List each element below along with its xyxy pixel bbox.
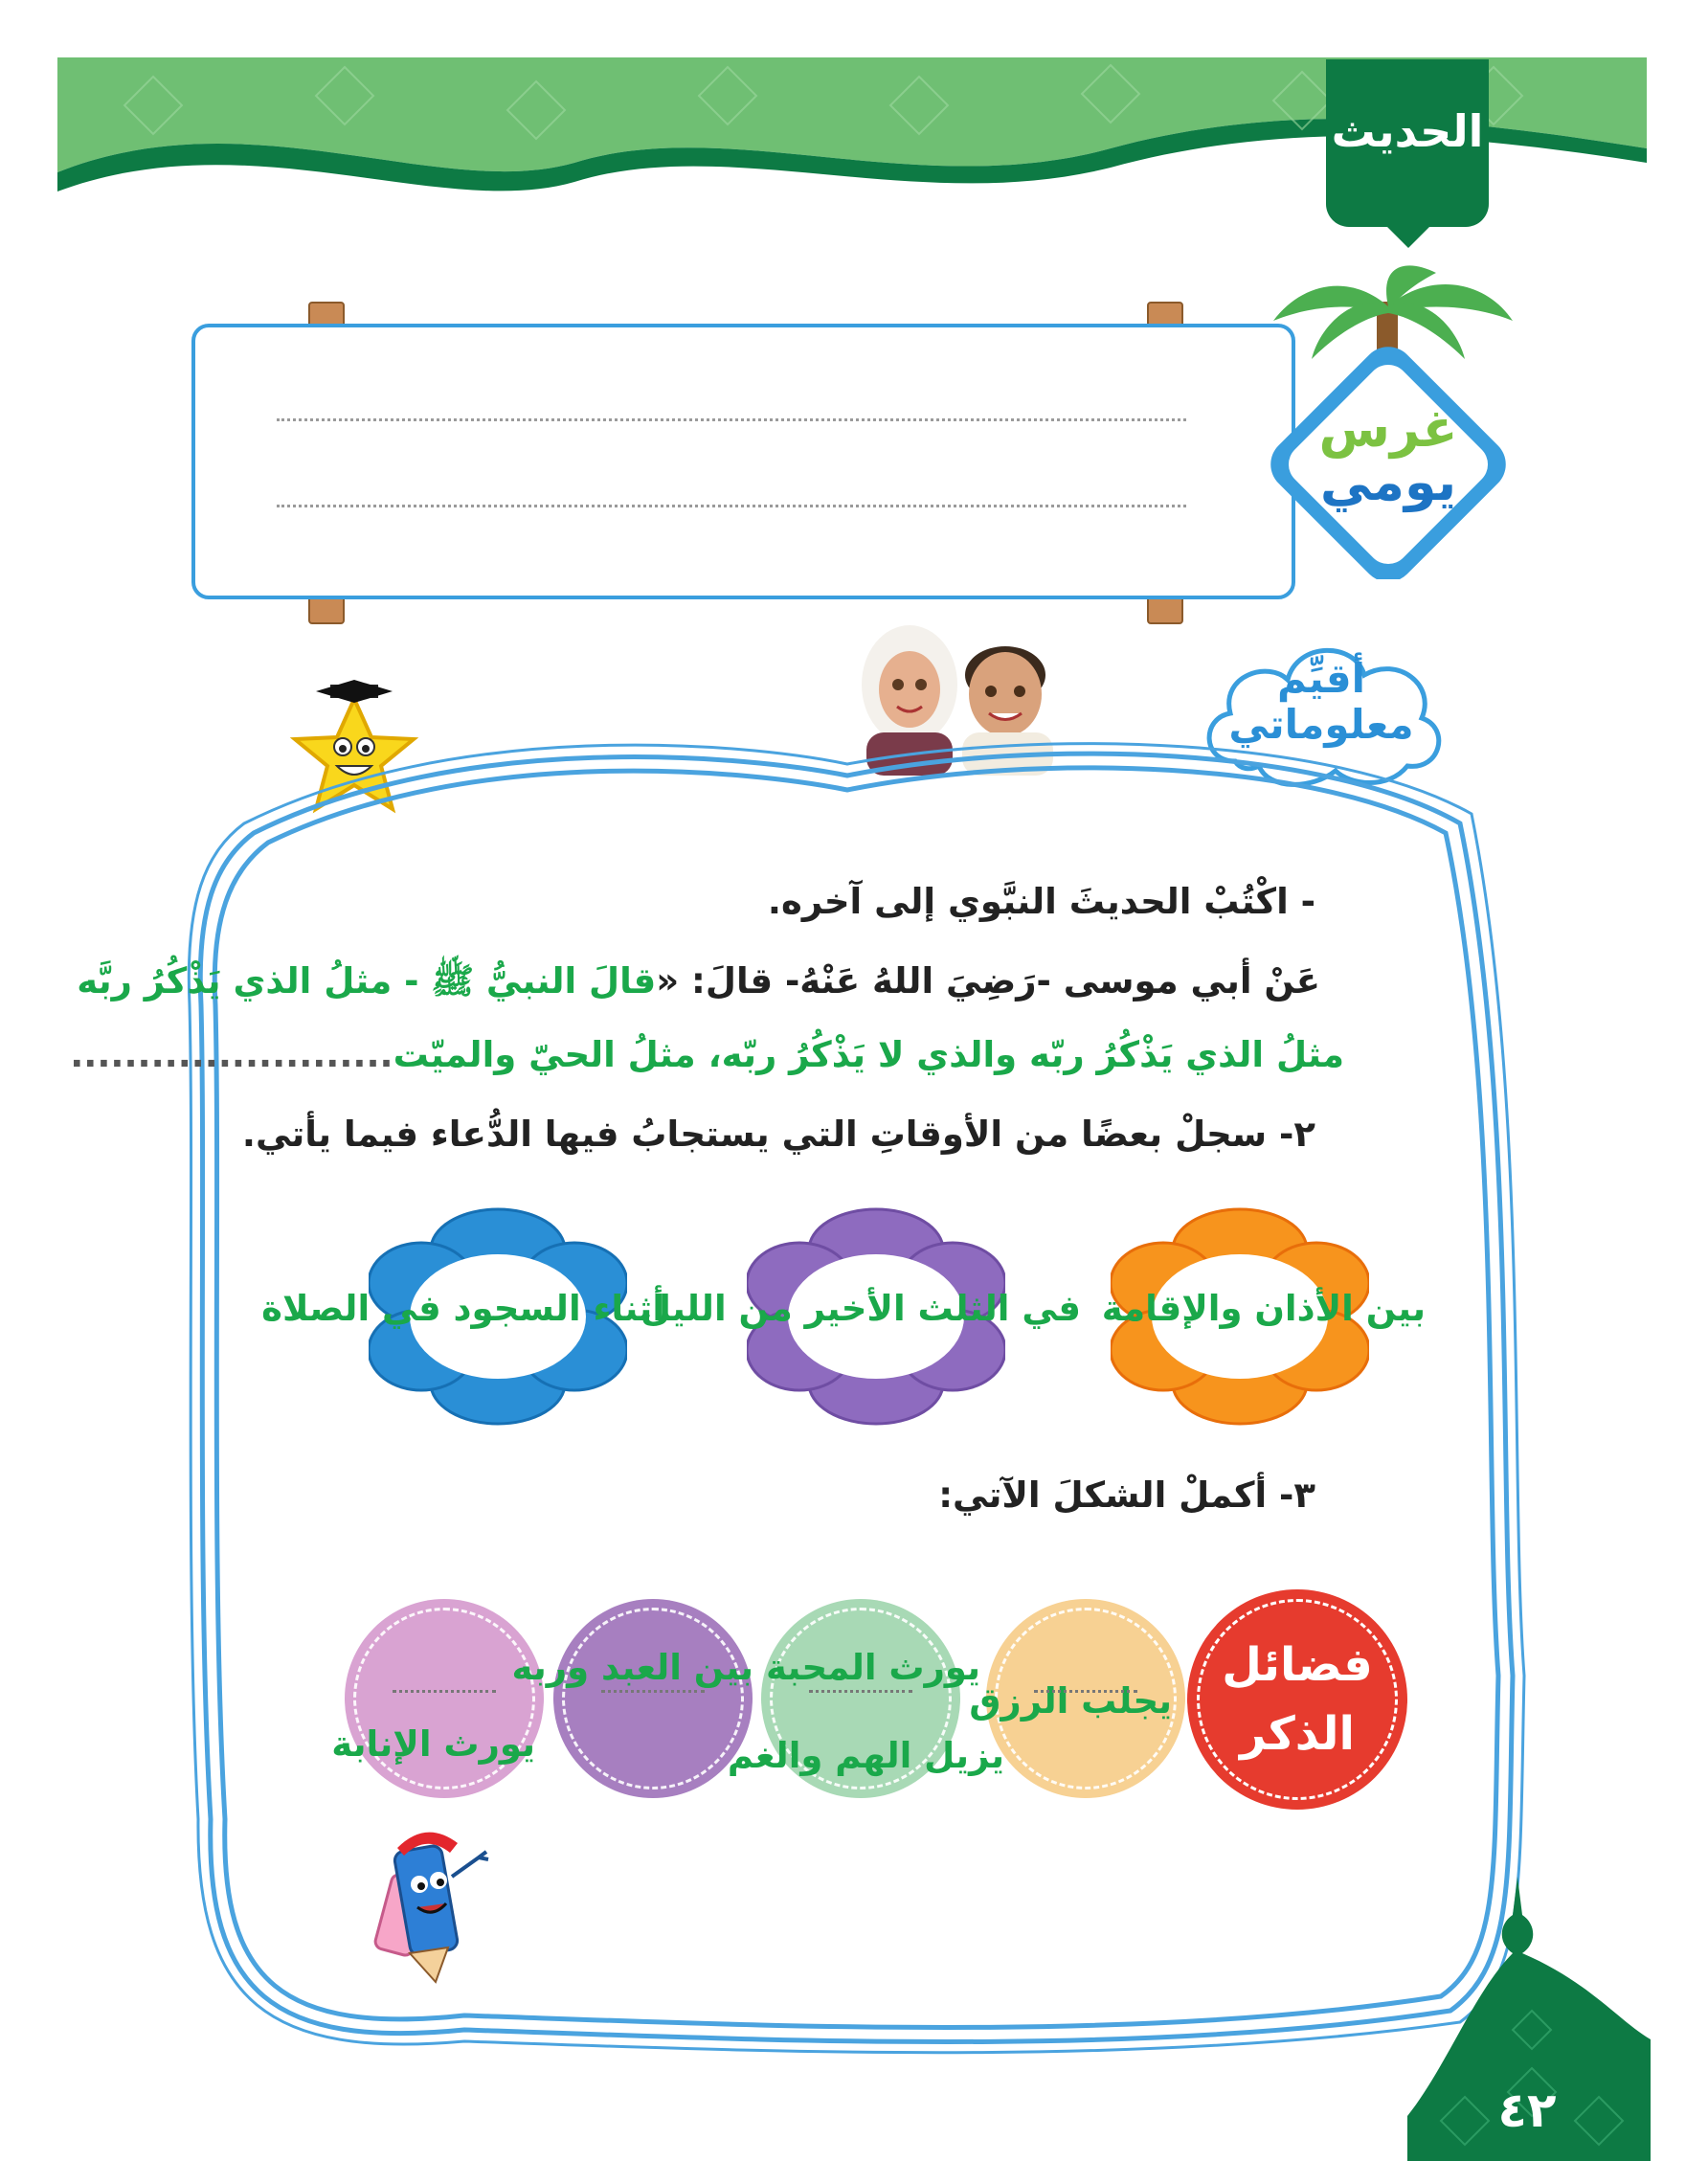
virtue-circle: [553, 1599, 753, 1798]
writing-line: [277, 505, 1186, 507]
subject-tab: [1326, 59, 1489, 227]
assess-badge-line1: أقيِّم: [1277, 655, 1365, 702]
center-line1: فضائل: [1222, 1638, 1373, 1692]
virtue-circle: [345, 1599, 544, 1798]
daily-badge: [1292, 398, 1484, 512]
writing-line: [277, 418, 1186, 421]
q3-answer-2: يورث المحبة بين العبد وربه: [511, 1647, 980, 1688]
subject-title: الحديث: [1331, 105, 1484, 157]
q1-answer: مثلُ الذي يَذْكُرُ ربّه والذي لا يَذْكُرُ ربّه، مثلُ الحيّ والميّت: [393, 1034, 1344, 1075]
daily-badge-line1: غرس: [1318, 398, 1458, 459]
assess-badge-line2: معلوماتي: [1228, 701, 1414, 748]
q2-answer-2: في الثلث الأخير من الليل: [640, 1288, 1081, 1329]
q2-answer-3: أثناء السجود في الصلاة: [261, 1288, 664, 1329]
q3-answer-3: يزيل الهم والغم: [727, 1735, 1004, 1776]
q1-hadith-start: قالَ النبيُّ ﷺ - مثلُ الذي يَذْكُرُ ربَّه: [77, 960, 657, 1002]
page-number: ٤٢: [1497, 2082, 1557, 2138]
q3-answer-1: يجلب الرزق: [969, 1680, 1172, 1722]
q1-prompt: - اكْتُبْ الحديثَ النبَّوي إلى آخره.: [767, 881, 1315, 922]
center-line2: الذكر: [1240, 1707, 1355, 1761]
q2-answer-1: بين الأذان والإقامة: [1101, 1288, 1426, 1329]
q2-prompt: ٢- سجلْ بعضًا من الأوقاتِ التي يستجابُ فيها الدُّعاء فيما يأتي.: [241, 1114, 1315, 1155]
q3-answer-4: يورث الإنابة: [331, 1723, 535, 1765]
q1-hadith-line: [77, 959, 1320, 1011]
q1-answer-line: [70, 1034, 1344, 1075]
q1-dotted-line: ........................: [70, 1034, 393, 1075]
q3-prompt: ٣- أكملْ الشكلَ الآتي:: [938, 1474, 1315, 1516]
q1-narrator: عَنْ أبي موسى -رَضِيَ اللهُ عَنْهُ- قالَ: «: [656, 960, 1320, 1002]
daily-badge-line2: يومي: [1319, 452, 1457, 512]
virtues-center-circle: [1187, 1589, 1407, 1810]
daily-writing-box: [191, 324, 1295, 599]
pencil-mascot-icon: [345, 1819, 498, 1992]
